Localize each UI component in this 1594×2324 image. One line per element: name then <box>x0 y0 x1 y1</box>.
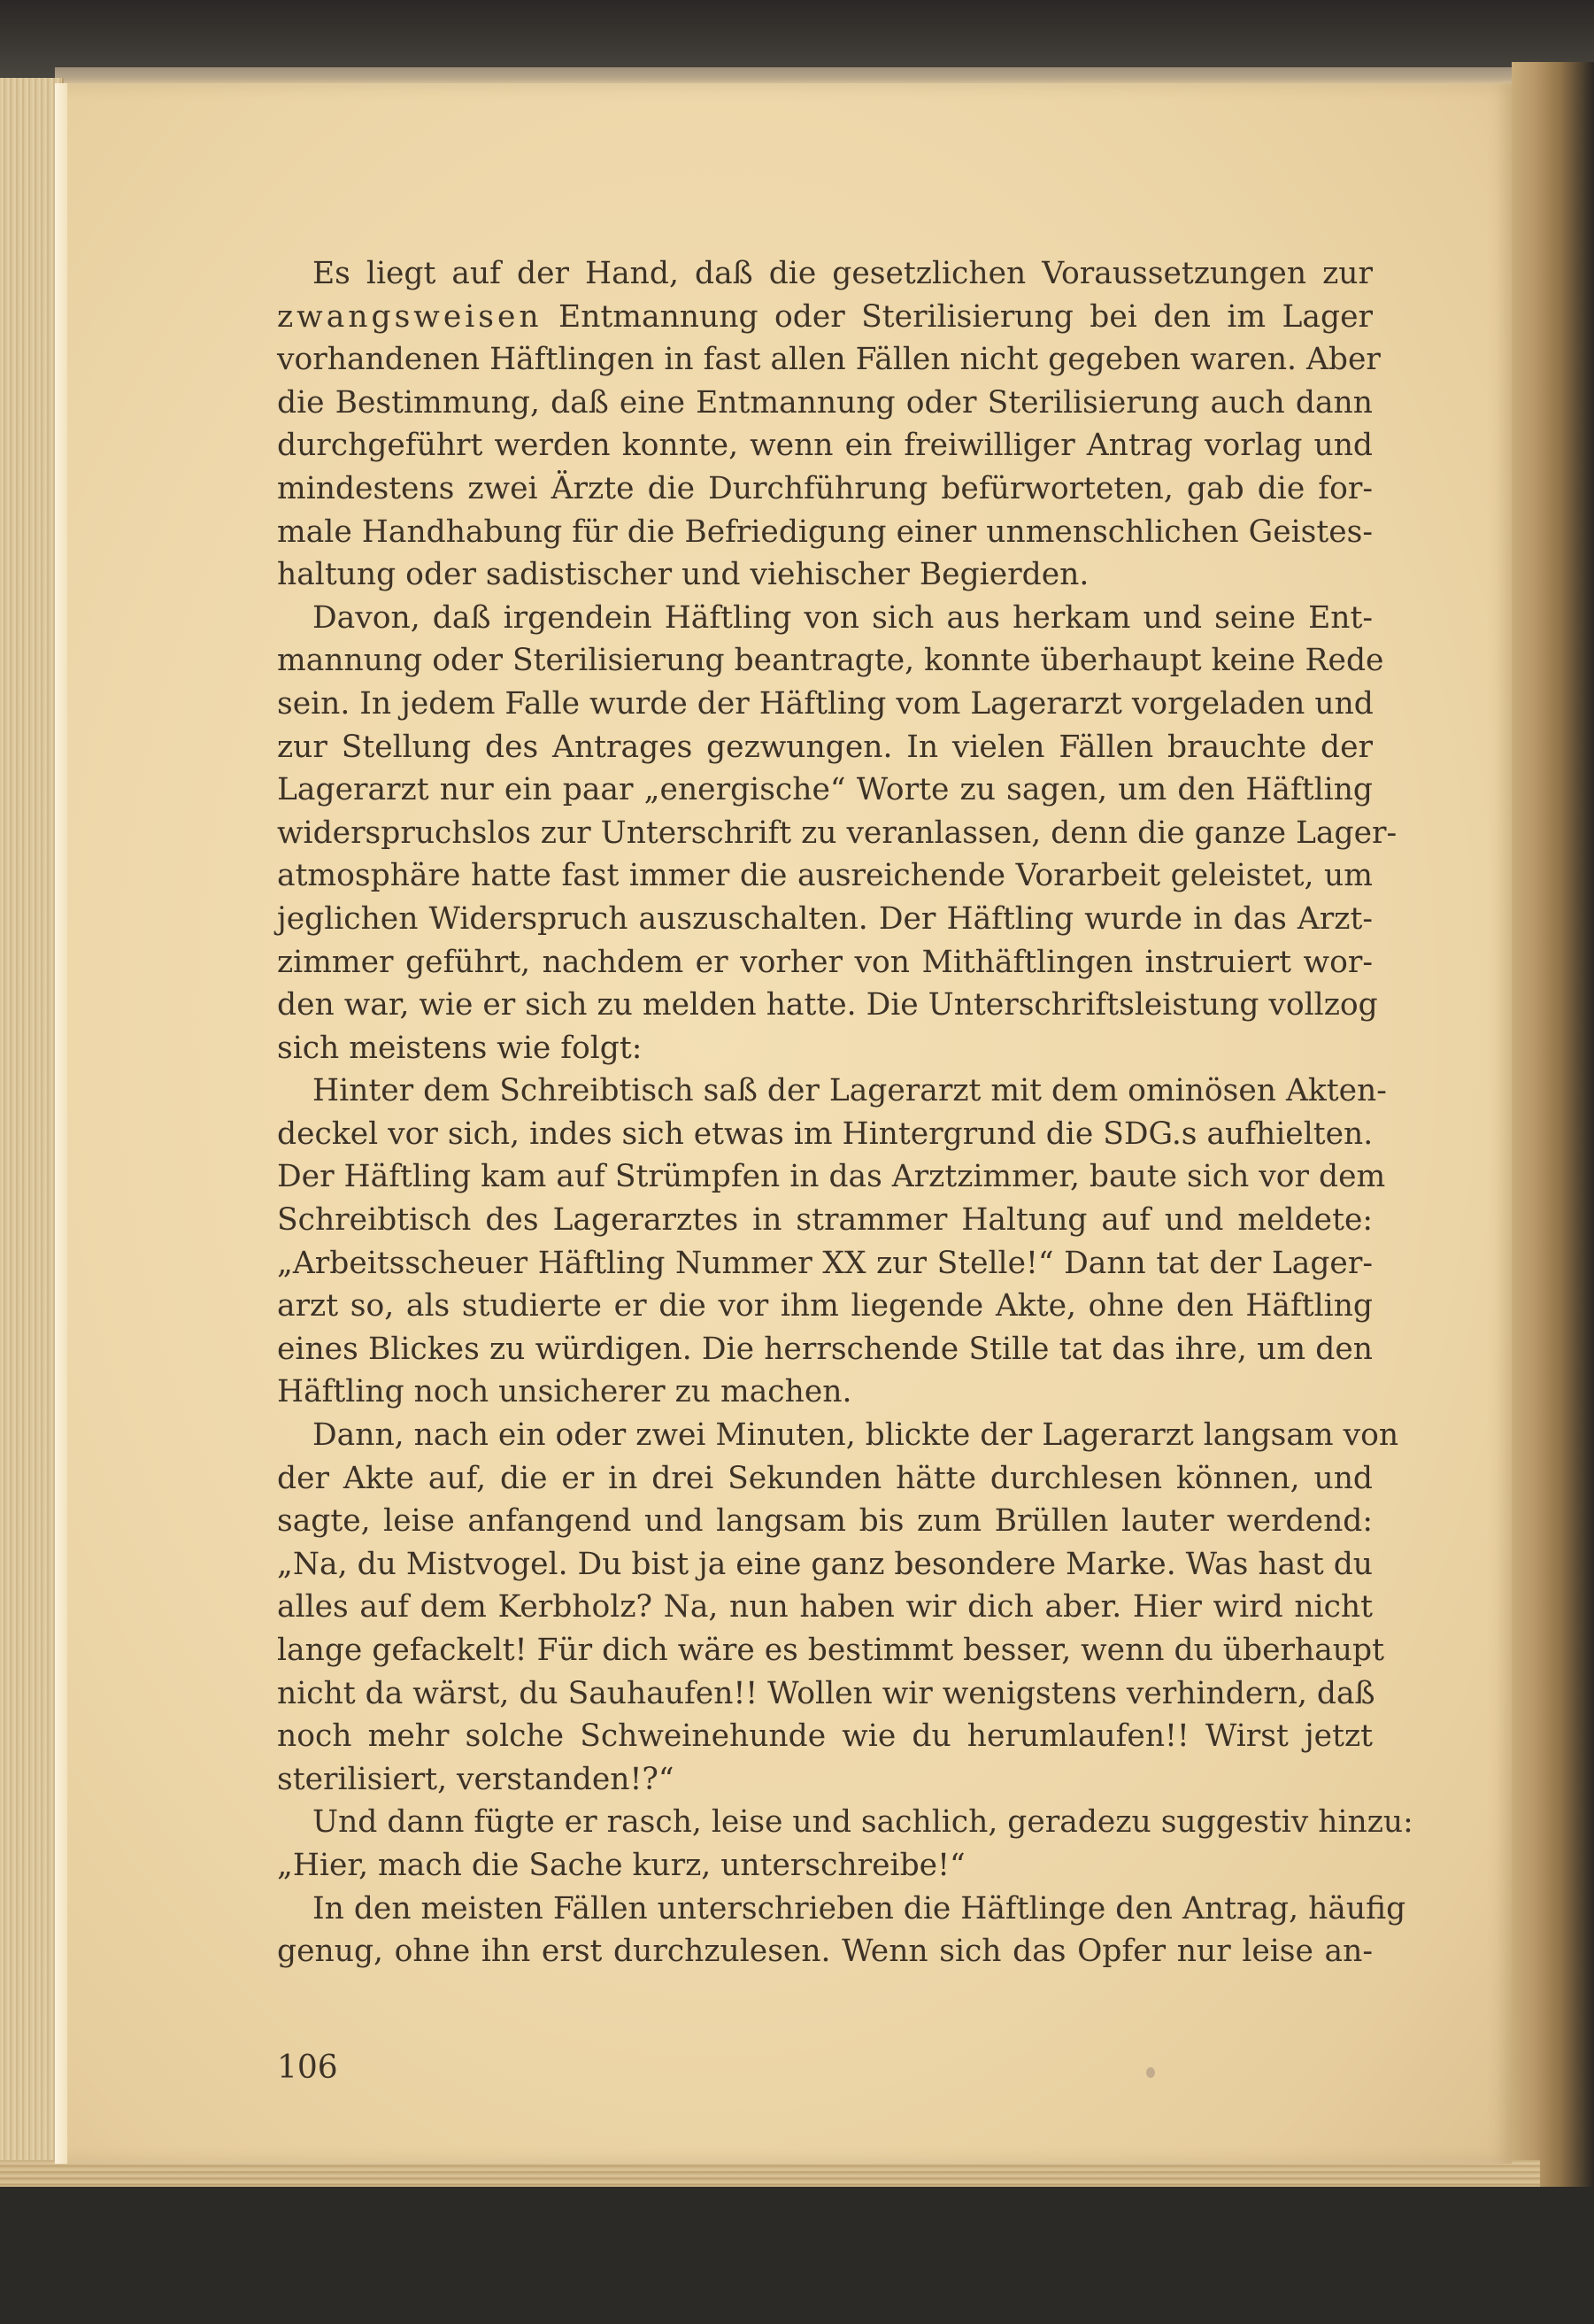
text-line: Der Häftling kam auf Strümpfen in das Arztzimmer, baute sich vor dem <box>277 1159 1386 1195</box>
text-line: noch mehr solche Schweinehunde wie du herumlaufen!! Wirst jetzt <box>277 1718 1373 1755</box>
text-line: Es liegt auf der Hand, daß die gesetzlichen Voraussetzungen zur <box>312 256 1373 291</box>
text-line: Häftling noch unsicherer zu machen. <box>277 1374 852 1410</box>
paragraph <box>277 1414 1399 1801</box>
text-line: sich meistens wie folgt: <box>277 1030 643 1066</box>
text-line: „Arbeitsscheuer Häftling Nummer XX zur Stelle!“ Dann tat der Lager- <box>277 1245 1373 1281</box>
text-line: widerspruchslos zur Unterschrift zu veranlassen, denn die ganze Lager- <box>277 815 1398 851</box>
paragraph <box>277 597 1398 1070</box>
text-line: zimmer geführt, nachdem er vorher von Mithäftlingen instruiert wor- <box>277 944 1373 980</box>
text-line: lange gefackelt! Für dich wäre es bestimmt besser, wenn du überhaupt <box>277 1633 1384 1668</box>
text-line: jeglichen Widerspruch auszuschalten. Der Häftling wurde in das Arzt- <box>277 900 1373 937</box>
scan-background-bottom <box>0 2187 1594 2324</box>
text-line: nicht da wärst, du Sauhaufen!! Wollen wir wenigstens verhindern, daß <box>277 1675 1375 1711</box>
text-line: sterilisiert, verstanden!?“ <box>277 1761 674 1797</box>
text-line: Schreibtisch des Lagerarztes in strammer Haltung auf und meldete: <box>277 1202 1373 1239</box>
text-line: alles auf dem Kerbholz? Na, nun haben wir dich aber. Hier wird nicht <box>277 1589 1373 1625</box>
paragraph <box>277 1888 1406 1973</box>
text-line: sagte, leise anfangend und langsam bis zum Brüllen lauter werdend: <box>277 1503 1373 1540</box>
text-line: durchgeführt werden konnte, wenn ein freiwilliger Antrag vorlag und <box>277 428 1373 464</box>
text-line: Dann, nach ein oder zwei Minuten, blickte der Lagerarzt langsam von <box>312 1417 1399 1454</box>
text-line: zwangsweisen Entmannung oder Sterilisierung bei den im Lager <box>277 298 1373 335</box>
text-line: eines Blickes zu würdigen. Die herrschende Stille tat das ihre, um den <box>277 1331 1373 1367</box>
page-number: 106 <box>277 2050 338 2086</box>
text-line: male Handhabung für die Befriedigung einer unmenschlichen Geistes- <box>277 513 1373 550</box>
page-gutter <box>55 83 67 2164</box>
book-top-edge <box>55 67 1512 85</box>
text-line: vorhandenen Häftlingen in fast allen Fällen nicht gegeben waren. Aber <box>277 342 1381 378</box>
emphasized-word: zwangsweisen <box>277 298 543 335</box>
text-line: der Akte auf, die er in drei Sekunden hätte durchlesen können, und <box>277 1460 1373 1496</box>
text-line: In den meisten Fällen unterschrieben die Häftlinge den Antrag, häufig <box>312 1890 1406 1926</box>
text-line: Hinter dem Schreibtisch saß der Lagerarzt mit dem ominösen Akten- <box>312 1073 1387 1109</box>
text-line: arzt so, als studierte er die vor ihm liegende Akte, ohne den Häftling <box>277 1288 1373 1324</box>
text-line: mannung oder Sterilisierung beantragte, konnte überhaupt keine Rede <box>277 643 1384 679</box>
book-cover-edge <box>1512 62 1594 2204</box>
text-line: atmosphäre hatte fast immer die ausreichende Vorarbeit geleistet, um <box>277 858 1373 894</box>
text-line: haltung oder sadistischer und viehischer Begierden. <box>277 557 1090 593</box>
text-line: zur Stellung des Antrages gezwungen. In vielen Fällen brauchte der <box>277 729 1373 765</box>
text-line: Davon, daß irgendein Häftling von sich aus herkam und seine Ent- <box>312 599 1373 636</box>
paragraph <box>277 252 1381 597</box>
text-line: „Hier, mach die Sache kurz, unterschreibe!“ <box>277 1847 966 1883</box>
text-line: die Bestimmung, daß eine Entmannung oder Sterilisierung auch dann <box>277 384 1373 421</box>
text-line: „Na, du Mistvogel. Du bist ja eine ganz besondere Marke. Was hast du <box>277 1546 1373 1582</box>
text-line: den war, wie er sich zu melden hatte. Die Unterschriftsleistung vollzog <box>277 987 1378 1023</box>
text-line: sein. In jedem Falle wurde der Häftling vom Lagerarzt vorgeladen und <box>277 685 1374 722</box>
text-line: Und dann fügte er rasch, leise und sachlich, geradezu suggestiv hinzu: <box>312 1804 1413 1841</box>
text-line: Lagerarzt nur ein paar „energische“ Worte zu sagen, um den Häftling <box>277 772 1373 808</box>
text-line: genug, ohne ihn erst durchzulesen. Wenn sich das Opfer nur leise an- <box>277 1934 1373 1970</box>
body-text <box>277 252 1413 2014</box>
paragraph <box>277 1069 1387 1414</box>
text-line: mindestens zwei Ärzte die Durchführung befürworteten, gab die for- <box>277 470 1373 506</box>
paragraph <box>277 1801 1413 1887</box>
paper-speck <box>1146 2067 1155 2078</box>
text-line: deckel vor sich, indes sich etwas im Hintergrund die SDG.s aufhielten. <box>277 1116 1374 1152</box>
